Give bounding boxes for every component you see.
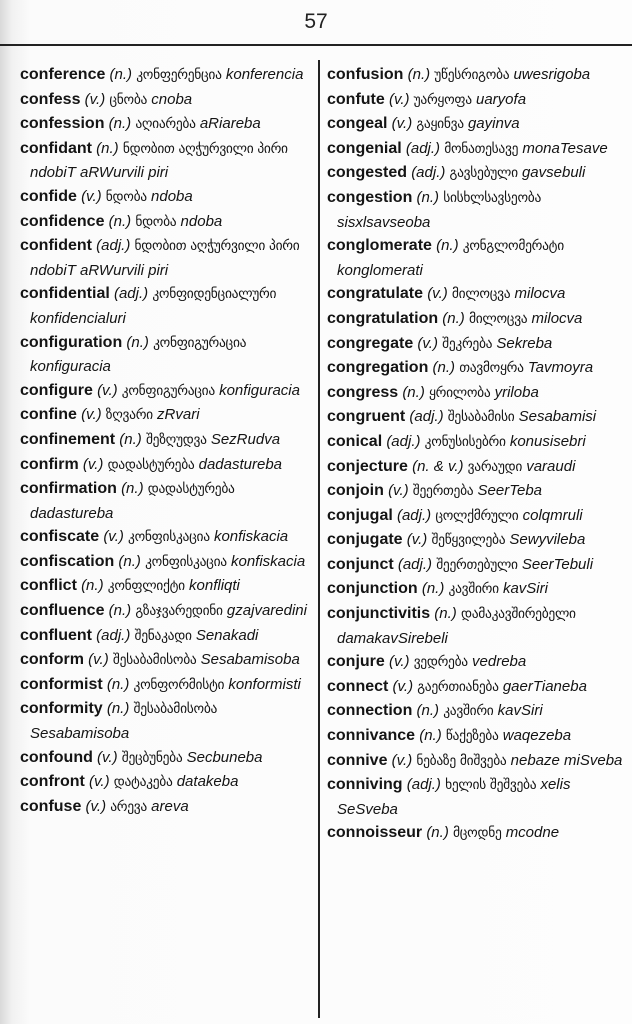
dictionary-entry: [327, 332, 627, 357]
georgian-translation: ვარაუდი: [467, 458, 523, 475]
part-of-speech: (n.): [108, 115, 132, 133]
georgian-translation: ცოლქმრული: [435, 507, 519, 524]
headword: congruent: [327, 408, 406, 426]
part-of-speech: (v.): [392, 677, 414, 695]
georgian-translation: დადასტურება: [147, 481, 235, 498]
part-of-speech: (n.): [421, 580, 445, 598]
georgian-translation: კონფისკაცია: [128, 529, 210, 546]
georgian-translation: ხელის შეშვება: [445, 777, 537, 794]
dictionary-entry: [327, 528, 627, 553]
headword: conference: [20, 66, 106, 83]
part-of-speech: (v.): [391, 751, 413, 769]
part-of-speech: (n.): [108, 602, 132, 620]
dictionary-entry: [327, 504, 627, 529]
dictionary-entry: [327, 405, 627, 430]
transliteration: gavsebuli: [521, 164, 586, 182]
part-of-speech: (n.): [416, 188, 440, 206]
part-of-speech: (n.): [407, 66, 431, 83]
transliteration: Sesabamisoba: [30, 725, 130, 743]
transliteration: Secbuneba: [186, 748, 263, 766]
headword: conjunct: [327, 555, 394, 573]
transliteration: uaryofa: [476, 90, 527, 108]
georgian-translation: შეკრება: [442, 335, 493, 352]
headword: conical: [327, 432, 383, 450]
part-of-speech: (v.): [89, 773, 110, 791]
dictionary-entry: [20, 599, 318, 624]
part-of-speech: (v.): [388, 90, 410, 108]
dictionary-entry: [327, 88, 627, 113]
georgian-translation: ცნობა: [109, 91, 148, 108]
part-of-speech: (n.): [121, 480, 144, 498]
dictionary-entry: [20, 403, 318, 428]
headword: confound: [20, 748, 93, 766]
headword: conformist: [20, 675, 103, 693]
transliteration: Tavmoyra: [527, 359, 594, 377]
dictionary-entry: [327, 724, 627, 749]
transliteration: zRvari: [157, 406, 200, 424]
transliteration: dadastureba: [30, 504, 114, 522]
part-of-speech: (adj.): [406, 776, 441, 794]
transliteration: konfiguracia: [219, 381, 300, 399]
georgian-translation: კონგლომერატი: [462, 238, 564, 255]
georgian-translation: არევა: [110, 798, 147, 815]
headword: congress: [327, 383, 399, 401]
georgian-translation: შესაბამისობა: [112, 652, 197, 669]
transliteration: gayinva: [467, 115, 520, 133]
part-of-speech: (adj.): [396, 506, 432, 524]
georgian-translation: კონფიგურაცია: [121, 382, 215, 399]
dictionary-entry: [20, 746, 318, 771]
part-of-speech: (v.): [427, 285, 448, 303]
dictionary-entry: [20, 379, 318, 404]
georgian-translation: ზღვარი: [105, 407, 153, 424]
transliteration: ndobiT aRWurvili piri: [30, 164, 169, 182]
transliteration: konfiguracia: [30, 358, 111, 376]
georgian-translation: აღიარება: [135, 116, 196, 133]
transliteration: Sesabamisi: [518, 408, 597, 426]
dictionary-entry: [20, 137, 318, 185]
headword: confusion: [327, 66, 404, 83]
headword: connive: [327, 751, 388, 769]
headword: congeal: [327, 115, 388, 133]
georgian-translation: მონათესავე: [444, 140, 519, 157]
transliteration: Sesabamisoba: [200, 651, 300, 669]
dictionary-entry: [327, 675, 627, 700]
transliteration: areva: [151, 797, 189, 815]
headword: confidence: [20, 212, 105, 230]
transliteration: konformisti: [228, 675, 301, 693]
part-of-speech: (n.): [402, 383, 425, 401]
georgian-translation: შეერთება: [412, 483, 474, 500]
part-of-speech: (n.): [426, 824, 449, 842]
part-of-speech: (n.): [434, 605, 457, 623]
transliteration: gzajvaredini: [226, 602, 307, 620]
transliteration: milocva: [531, 309, 583, 327]
transliteration: milocva: [514, 285, 566, 303]
headword: confirm: [20, 455, 79, 473]
dictionary-entry: [327, 553, 627, 578]
headword: congregate: [327, 334, 414, 352]
georgian-translation: შესაბამისი: [447, 409, 515, 426]
dictionary-entry: [20, 648, 318, 673]
part-of-speech: (v.): [417, 334, 438, 352]
georgian-translation: ყრილობა: [428, 384, 491, 401]
transliteration: ndoba: [180, 212, 223, 230]
georgian-translation: მილოცვა: [468, 310, 528, 327]
georgian-translation: გაყინვა: [416, 116, 464, 133]
headword: conjunction: [327, 580, 418, 598]
georgian-translation: წაქეზება: [445, 728, 499, 745]
georgian-translation: ვედრება: [413, 654, 468, 671]
part-of-speech: (n.): [432, 359, 456, 377]
dictionary-entry: [327, 112, 627, 137]
dictionary-entry: [327, 699, 627, 724]
transliteration: xelis SeSveba: [337, 776, 571, 818]
georgian-translation: ნდობა: [105, 188, 147, 205]
transliteration: konfiskacia: [230, 552, 306, 570]
headword: confluence: [20, 602, 105, 620]
part-of-speech: (adj.): [96, 237, 131, 255]
dictionary-entry: [20, 795, 318, 820]
part-of-speech: (adj.): [113, 285, 149, 303]
transliteration: gaerTianeba: [502, 677, 587, 695]
part-of-speech: (n. & v.): [412, 457, 464, 475]
part-of-speech: (adj.): [409, 408, 444, 426]
transliteration: Sekreba: [496, 334, 553, 352]
georgian-translation: კონფლიქტი: [107, 578, 185, 595]
georgian-translation: ნდობით აღჭურვილი პირი: [134, 238, 300, 255]
dictionary-entry: [20, 88, 318, 113]
dictionary-entry: [327, 234, 627, 282]
part-of-speech: (v.): [85, 797, 107, 815]
headword: conflict: [20, 577, 77, 595]
georgian-translation: გავსებული: [449, 165, 518, 182]
transliteration: Sewyvileba: [509, 531, 586, 549]
transliteration: SezRudva: [210, 430, 281, 448]
part-of-speech: (n.): [96, 139, 119, 157]
dictionary-entry: [327, 161, 627, 186]
dictionary-entry: [20, 525, 318, 550]
dictionary-entry: [327, 577, 627, 602]
headword: confident: [20, 237, 92, 255]
transliteration: Senakadi: [195, 626, 259, 644]
georgian-translation: მცოდნე: [452, 825, 502, 842]
dictionary-entry: [20, 234, 318, 282]
dictionary-entry: [327, 282, 627, 307]
georgian-translation: ნდობით აღჭურვილი პირი: [122, 140, 288, 157]
georgian-translation: უარყოფა: [413, 91, 472, 108]
part-of-speech: (n.): [436, 237, 459, 255]
headword: connect: [327, 677, 389, 695]
part-of-speech: (n.): [108, 212, 132, 230]
dictionary-entry: [20, 63, 318, 88]
headword: confess: [20, 90, 81, 108]
headword: confidant: [20, 139, 92, 157]
dictionary-entry: [20, 210, 318, 235]
headword: conjugate: [327, 531, 403, 549]
part-of-speech: (n.): [118, 552, 141, 570]
part-of-speech: (adj.): [386, 432, 421, 450]
part-of-speech: (adj.): [411, 164, 446, 182]
part-of-speech: (n.): [126, 333, 149, 351]
transliteration: konfidencialuri: [30, 309, 126, 327]
headword: configuration: [20, 333, 123, 351]
dictionary-entry: [20, 697, 318, 745]
part-of-speech: (v.): [97, 381, 118, 399]
part-of-speech: (n.): [442, 309, 465, 327]
dictionary-entry: [327, 749, 627, 774]
dictionary-entry: [327, 63, 627, 88]
headword: confide: [20, 187, 77, 205]
headword: conniving: [327, 776, 403, 794]
georgian-translation: კონფორმისტი: [133, 676, 225, 693]
dictionary-entry: [20, 185, 318, 210]
georgian-translation: კავშირი: [448, 581, 499, 598]
headword: confirmation: [20, 480, 117, 498]
right-column: [327, 63, 627, 846]
dictionary-entry: [327, 186, 627, 234]
dictionary-entry: [327, 307, 627, 332]
part-of-speech: (v.): [84, 90, 106, 108]
part-of-speech: (v.): [81, 187, 102, 205]
transliteration: varaudi: [526, 457, 576, 475]
transliteration: uwesrigoba: [513, 66, 591, 83]
georgian-translation: სისხლსავსეობა: [443, 189, 541, 206]
georgian-translation: ნდობა: [135, 213, 177, 230]
dictionary-entry: [327, 821, 627, 846]
headword: conform: [20, 651, 84, 669]
part-of-speech: (n.): [106, 700, 130, 718]
transliteration: colqmruli: [522, 506, 583, 524]
transliteration: kavSiri: [502, 580, 548, 598]
transliteration: ndoba: [151, 187, 193, 205]
transliteration: ndobiT aRWurvili piri: [30, 261, 169, 279]
part-of-speech: (adj.): [397, 555, 433, 573]
transliteration: vedreba: [472, 653, 527, 671]
georgian-translation: შეწყვილება: [431, 532, 506, 549]
dictionary-entry: [20, 453, 318, 478]
transliteration: konusisebri: [509, 432, 586, 450]
part-of-speech: (v.): [391, 115, 413, 133]
headword: connection: [327, 702, 413, 720]
headword: congratulate: [327, 285, 424, 303]
left-column: [20, 63, 318, 819]
headword: confine: [20, 406, 77, 424]
headword: confuse: [20, 797, 82, 815]
transliteration: waqezeba: [502, 727, 572, 745]
georgian-translation: დატაკება: [113, 774, 173, 791]
headword: conjure: [327, 653, 385, 671]
transliteration: dadastureba: [198, 455, 283, 473]
headword: connivance: [327, 727, 416, 745]
headword: confiscate: [20, 528, 100, 546]
headword: confront: [20, 773, 85, 791]
dictionary-entry: [327, 773, 627, 821]
georgian-translation: შენაკადი: [134, 627, 192, 644]
part-of-speech: (v.): [388, 482, 409, 500]
dictionary-entry: [20, 673, 318, 698]
headword: congested: [327, 164, 408, 182]
georgian-translation: დამაკავშირებელი: [460, 606, 576, 623]
transliteration: datakeba: [176, 773, 239, 791]
georgian-translation: ნებაზე მიშვება: [416, 752, 507, 769]
headword: configure: [20, 381, 93, 399]
headword: confute: [327, 90, 385, 108]
dictionary-entry: [20, 770, 318, 795]
part-of-speech: (n.): [119, 430, 142, 448]
dictionary-entry: [20, 112, 318, 137]
transliteration: SeerTeba: [477, 482, 543, 500]
transliteration: konglomerati: [337, 261, 423, 279]
dictionary-entry: [327, 455, 627, 480]
georgian-translation: მილოცვა: [451, 286, 511, 303]
headword: conformity: [20, 700, 103, 718]
transliteration: SeerTebuli: [521, 555, 594, 573]
transliteration: yriloba: [494, 383, 539, 401]
headword: conglomerate: [327, 237, 432, 255]
transliteration: sisxlsavseoba: [337, 213, 431, 231]
dictionary-entry: [20, 574, 318, 599]
transliteration: cnoba: [151, 90, 193, 108]
part-of-speech: (v.): [97, 748, 118, 766]
part-of-speech: (v.): [82, 455, 104, 473]
part-of-speech: (v.): [103, 528, 124, 546]
headword: conjecture: [327, 457, 408, 475]
part-of-speech: (adj.): [96, 626, 131, 644]
dictionary-entry: [327, 137, 627, 162]
transliteration: kavSiri: [497, 702, 543, 720]
transliteration: damakavSirebeli: [337, 629, 448, 647]
headword: congenial: [327, 139, 402, 157]
transliteration: monaTesave: [522, 139, 608, 157]
dictionary-entry: [327, 602, 627, 650]
dictionary-entry: [327, 356, 627, 381]
part-of-speech: (adj.): [405, 139, 441, 157]
georgian-translation: დადასტურება: [107, 456, 195, 473]
part-of-speech: (n.): [419, 727, 442, 745]
dictionary-entry: [20, 624, 318, 649]
georgian-translation: თავმოყრა: [459, 360, 524, 377]
georgian-translation: კავშირი: [443, 703, 494, 720]
transliteration: nebaze miSveba: [510, 751, 623, 769]
part-of-speech: (v.): [81, 406, 102, 424]
georgian-translation: კონფერენცია: [136, 67, 222, 83]
dictionary-entry: [20, 428, 318, 453]
header-rule: [0, 44, 632, 46]
page-number: 57: [304, 10, 328, 33]
georgian-translation: კონფიგურაცია: [153, 334, 247, 351]
headword: confiscation: [20, 552, 115, 570]
headword: conjugal: [327, 506, 393, 524]
part-of-speech: (n.): [106, 675, 130, 693]
georgian-translation: კონფიდენციალური: [152, 286, 277, 303]
headword: connoisseur: [327, 824, 423, 842]
part-of-speech: (n.): [81, 577, 104, 595]
georgian-translation: შესაბამისობა: [133, 701, 218, 718]
dictionary-entry: [20, 550, 318, 575]
part-of-speech: (v.): [406, 531, 428, 549]
dictionary-entry: [327, 381, 627, 406]
dictionary-entry: [20, 331, 318, 379]
headword: congratulation: [327, 309, 439, 327]
part-of-speech: (n.): [416, 702, 440, 720]
transliteration: konfliqti: [189, 577, 240, 595]
headword: conjunctivitis: [327, 605, 431, 623]
headword: congregation: [327, 359, 429, 377]
transliteration: konfiskacia: [213, 528, 289, 546]
georgian-translation: შეცბუნება: [121, 749, 183, 766]
transliteration: konferencia: [225, 66, 304, 83]
dictionary-entry: [327, 479, 627, 504]
column-divider: [318, 60, 320, 1018]
dictionary-entry: [327, 430, 627, 455]
headword: congestion: [327, 188, 413, 206]
headword: conjoin: [327, 482, 384, 500]
headword: confinement: [20, 430, 116, 448]
georgian-translation: გაერთიანება: [417, 678, 499, 695]
georgian-translation: შეერთებული: [436, 556, 518, 573]
part-of-speech: (v.): [88, 651, 109, 669]
transliteration: aRiareba: [199, 115, 261, 133]
georgian-translation: უწესრიგობა: [434, 67, 510, 83]
georgian-translation: გზაჯვარედინი: [135, 603, 223, 620]
georgian-translation: კონფისკაცია: [145, 553, 227, 570]
part-of-speech: (n.): [109, 66, 133, 83]
georgian-translation: შეზღუდვა: [145, 431, 207, 448]
dictionary-entry: [20, 477, 318, 525]
dictionary-entry: [327, 650, 627, 675]
headword: confidential: [20, 285, 110, 303]
transliteration: mcodne: [505, 824, 560, 842]
headword: confluent: [20, 626, 92, 644]
part-of-speech: (v.): [388, 653, 410, 671]
georgian-translation: კონუსისებრი: [424, 433, 506, 450]
headword: confession: [20, 115, 105, 133]
dictionary-entry: [20, 282, 318, 330]
